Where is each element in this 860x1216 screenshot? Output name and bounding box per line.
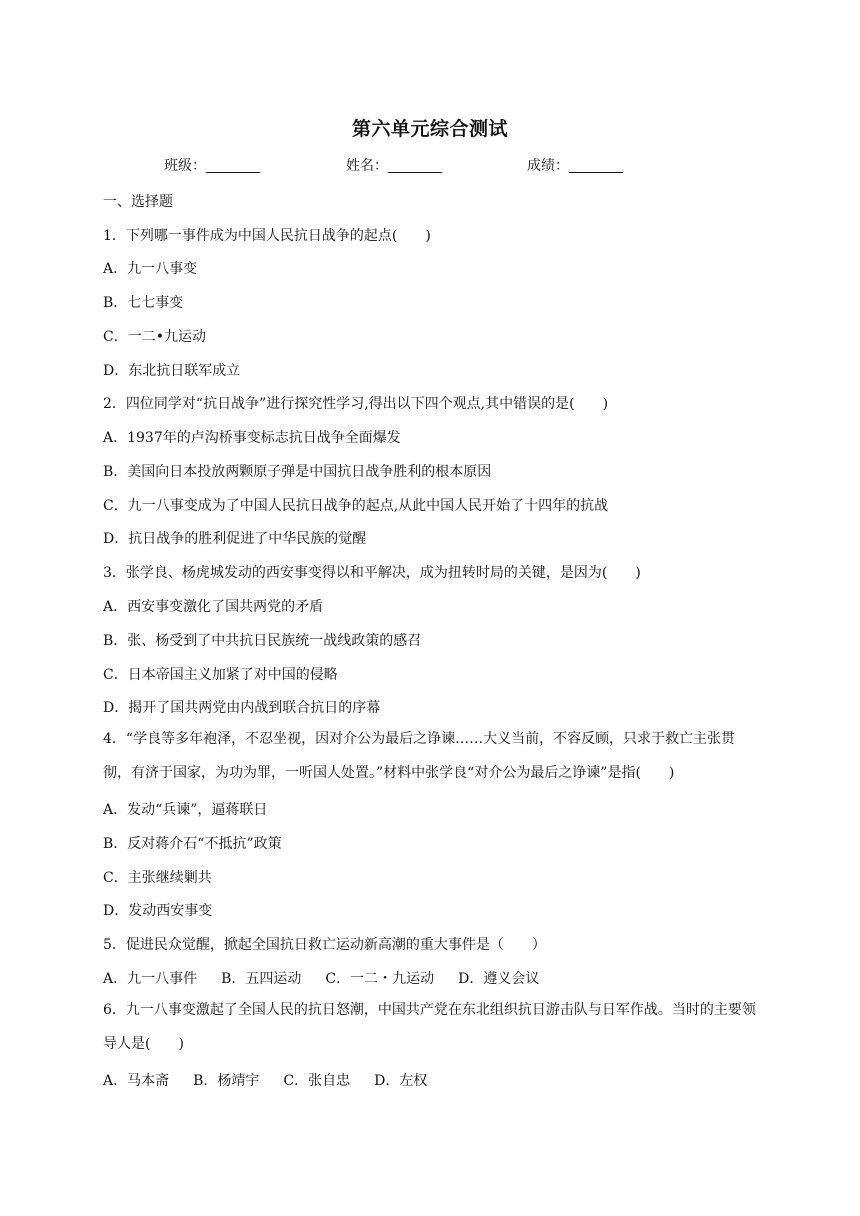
class-blank[interactable] [206, 158, 260, 173]
q3-option-d: D．揭开了国共两党由内战到联合抗日的序幕 [103, 700, 381, 716]
q1-stem: 1．下列哪一事件成为中国人民抗日战争的起点( ) [103, 228, 431, 244]
q1-option-a: A．九一八事变 [103, 261, 198, 277]
q6-option-b: B．杨靖宇 [193, 1073, 260, 1089]
q6-option-c: C．张自忠 [283, 1073, 351, 1089]
q4-option-c: C．主张继续剿共 [103, 870, 212, 886]
q5-option-b: B．五四运动 [221, 971, 302, 987]
section-heading: 一、选择题 [103, 194, 173, 210]
q6-options [103, 1070, 451, 1090]
score-field [527, 155, 623, 175]
q2-option-a: A．1937年的卢沟桥事变标志抗日战争全面爆发 [103, 430, 401, 446]
q3-stem: 3．张学良、杨虎城发动的西安事变得以和平解决，成为扭转时局的关键，是因为( ) [103, 565, 641, 581]
class-field [164, 155, 260, 175]
q4-stem: 4．“学良等多年袍泽，不忍坐视，因对介公为最后之诤谏……大义当前，不容反顾，只求于救亡主张贯彻，有济于国家，为功为罪，一听国人处置。”材料中张学良“对介公为最后之诤谏”是指( ) [103, 731, 736, 781]
q3-option-c: C．日本帝国主义加紧了对中国的侵略 [103, 667, 338, 683]
q2-option-c: C．九一八事变成为了中国人民抗日战争的起点,从此中国人民开始了十四年的抗战 [103, 498, 609, 514]
name-blank[interactable] [388, 158, 442, 173]
q5-option-a: A．九一八事件 [103, 971, 198, 987]
q6-option-a: A．马本斋 [103, 1073, 170, 1089]
q3-option-a: A．西安事变激化了国共两党的矛盾 [103, 599, 324, 615]
q6-stem: 6．九一八事变激起了全国人民的抗日怒潮，中国共产党在东北组织抗日游击队与日军作战。当时的主要领导人是( ) [103, 1002, 756, 1052]
q4-option-a: A．发动“兵谏”，逼蒋联日 [103, 802, 268, 818]
score-blank[interactable] [569, 158, 623, 173]
name-label: 姓名： [346, 158, 388, 174]
q5-options [103, 968, 563, 988]
q6-option-d: D．左权 [374, 1073, 428, 1089]
page-title: 第六单元综合测试 [351, 118, 508, 140]
q2-option-b: B．美国向日本投放两颗原子弹是中国抗日战争胜利的根本原因 [103, 464, 492, 480]
q2-option-d: D．抗日战争的胜利促进了中华民族的觉醒 [103, 531, 367, 547]
q5-stem: 5．促进民众觉醒，掀起全国抗日救亡运动新高潮的重大事件是（ ） [103, 937, 546, 953]
q1-option-b: B．七七事变 [103, 295, 184, 311]
q1-option-d: D．东北抗日联军成立 [103, 363, 241, 379]
class-label: 班级： [164, 158, 206, 174]
q2-stem: 2．四位同学对“抗日战争”进行探究性学习,得出以下四个观点,其中错误的是( ) [103, 396, 609, 412]
score-label: 成绩： [527, 158, 569, 174]
q4-option-d: D．发动西安事变 [103, 903, 213, 919]
q4-option-b: B．反对蒋介石“不抵抗”政策 [103, 836, 282, 852]
name-field [346, 155, 442, 175]
q5-option-d: D．遵义会议 [458, 971, 540, 987]
q5-option-c: C．一二・九运动 [325, 971, 435, 987]
q1-option-c: C．一二•九运动 [103, 329, 206, 345]
q3-option-b: B．张、杨受到了中共抗日民族统一战线政策的感召 [103, 633, 422, 649]
